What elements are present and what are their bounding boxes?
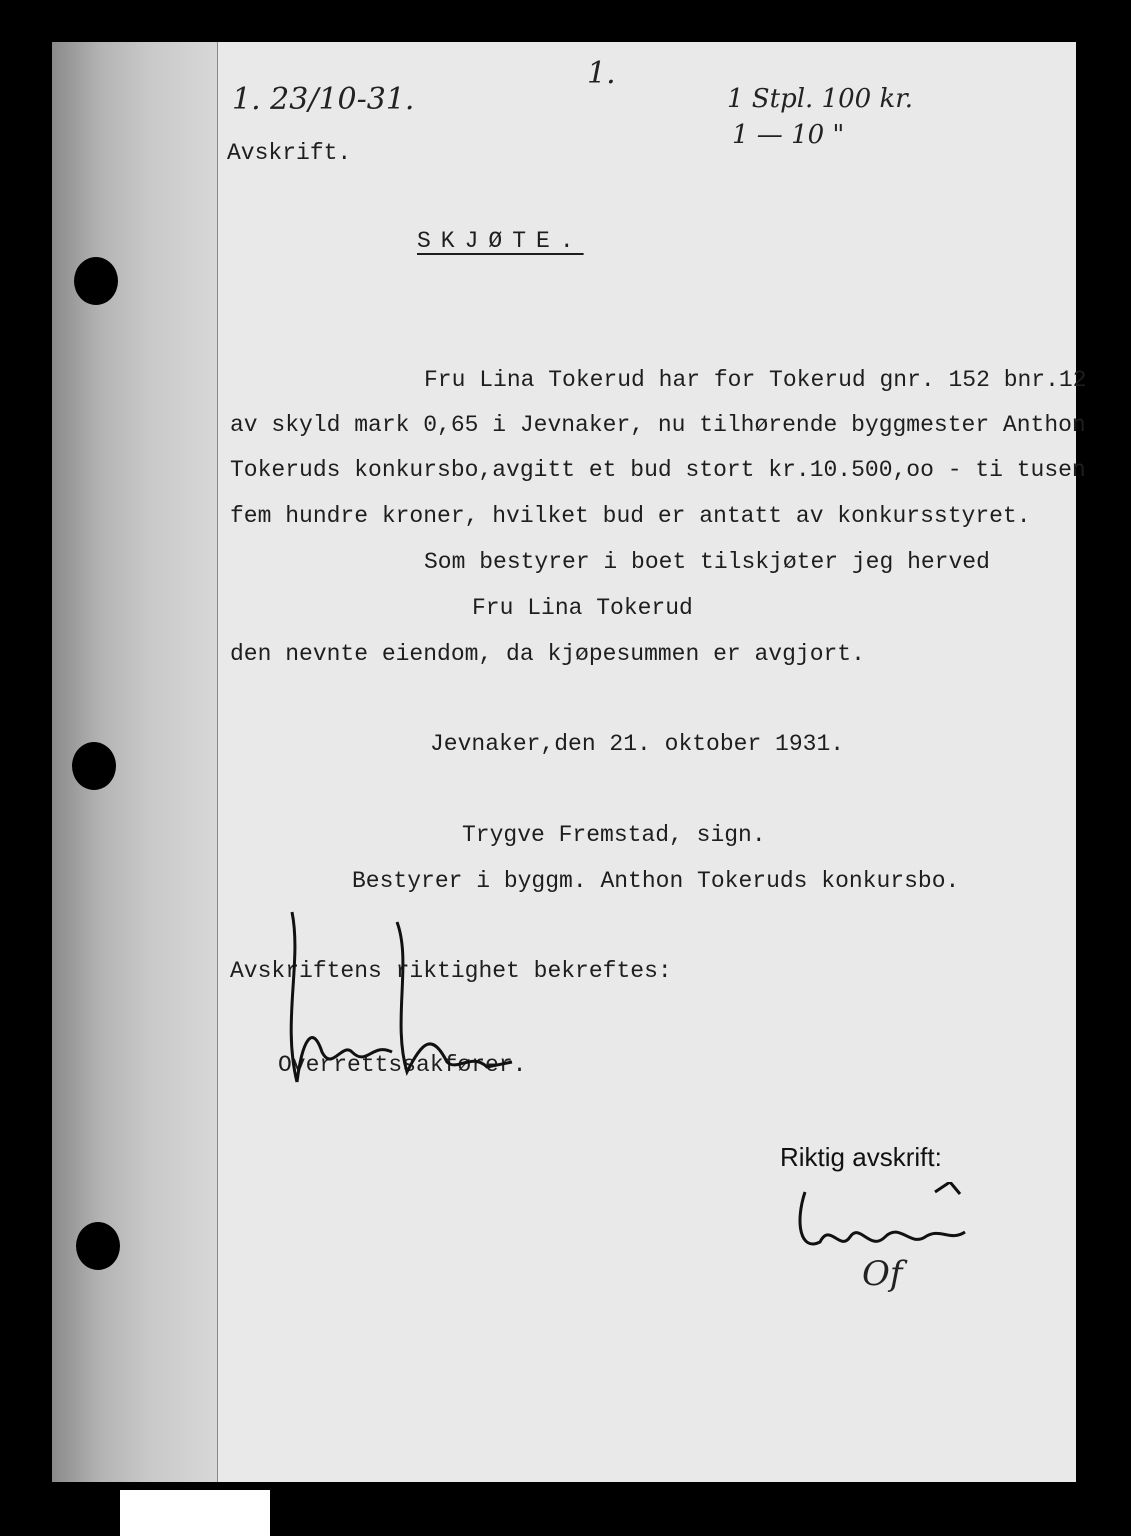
- official-signature: [790, 1182, 990, 1262]
- place-date: Jevnaker,den 21. oktober 1931.: [430, 731, 845, 757]
- handwritten-page-number: 1.: [587, 56, 616, 91]
- certified-copy-stamp: Riktig avskrift:: [780, 1142, 942, 1172]
- body-line-3: Tokeruds konkursbo,avgitt et bud stort kr.10.500,oo - ti tusen: [230, 457, 1086, 483]
- document-title: SKJØTE.: [417, 228, 584, 254]
- signer-role: Bestyrer i byggm. Anthon Tokeruds konkursbo.: [352, 868, 960, 894]
- body-line-4: fem hundre kroner, hvilket bud er antatt av konkursstyret.: [230, 503, 1031, 529]
- certification-text: Avskriftens riktighet bekreftes:: [230, 958, 672, 984]
- body-line-6: Fru Lina Tokerud: [472, 595, 693, 621]
- document-label: Avskrift.: [227, 140, 352, 166]
- document-page: [52, 42, 1087, 1482]
- handwritten-fee-note-line2: 1 — 10 ": [732, 120, 845, 150]
- official-initials: Of: [862, 1254, 903, 1294]
- body-line-5: Som bestyrer i boet tilskjøter jeg herved: [424, 549, 990, 575]
- punch-hole-top: [74, 257, 118, 305]
- handwritten-fee-note-line1: 1 Stpl. 100 kr.: [727, 84, 914, 114]
- body-line-1: Fru Lina Tokerud har for Tokerud gnr. 152 bnr.12: [424, 367, 1087, 393]
- body-line-7: den nevnte eiendom, da kjøpesummen er avgjort.: [230, 641, 865, 667]
- punch-hole-bottom: [76, 1222, 120, 1270]
- scanner-label-tab: [120, 1490, 270, 1536]
- handwritten-date-note: 1. 23/10-31.: [232, 82, 415, 117]
- certifier-title: Overrettssakfører.: [278, 1052, 527, 1078]
- signer-name: Trygve Fremstad, sign.: [462, 822, 766, 848]
- fold-line: [217, 42, 218, 1482]
- punch-hole-middle: [72, 742, 116, 790]
- certifier-signature: [272, 902, 572, 1102]
- body-line-2: av skyld mark 0,65 i Jevnaker, nu tilhørende byggmester Anthon: [230, 412, 1086, 438]
